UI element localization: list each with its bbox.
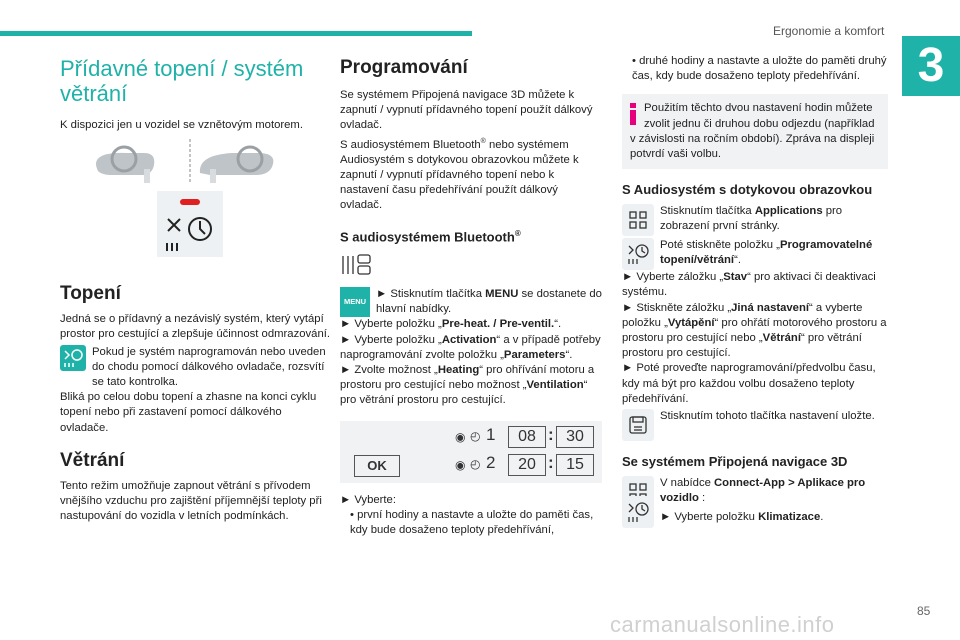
timer-1-hours[interactable]: 08 [508,426,546,448]
step-status-tab: ► Vyberte záložku „Stav“ pro aktivaci či deaktivaci systému. [622,271,876,299]
bluetooth-settings-icon [340,252,602,283]
save-step-row [622,409,888,441]
clock-icon: ◴ [470,428,481,443]
timer-2-minutes[interactable]: 15 [556,454,594,476]
watermark: carmanualsonline.info [610,612,835,637]
heating-text-1: Jedná se o přídavný a nezávislý systém, který vytápí prostor pro cestující a zlepšuje účinnost odmrazování. [60,313,331,341]
step-climate: ► Vyberte položku Klimatizace. [660,511,824,524]
step-applications: Stisknutím tlačítka Applications pro zobrazení první stránky. [660,205,843,233]
programming-text-1: Se systémem Připojená navigace 3D můžete k zapnutí / vypnutí přídavného topení použít dálkový ovladač. [340,89,593,132]
applications-step-row [622,204,888,236]
step-programmable: Poté stiskněte položku „Programovatelné topení/větrání“. [660,239,873,267]
heating-text-2: Pokud je systém naprogramován nebo uveden do chodu pomocí dálkového ovladače, rozsvítí se tato kontrolka. [92,345,326,389]
top-accent-bar [0,31,472,36]
column-1 [60,54,330,524]
heating-text-3: Bliká po celou dobu topení a zhasne na konci cyklu topení nebo při zastavení pomocí dálkového ovladače. [60,391,317,434]
heating-indicator-row [60,345,330,391]
info-icon [630,103,636,125]
control-illustration [60,139,330,269]
programming-text-2: S audiosystémem Bluetooth® nebo systémem Audiosystém s dotykovou obrazovkou můžete k zapnutí / vypnutí přídavného topení nebo k nastavení času předehřívání použít dálkový ovladač. [340,137,579,212]
step-program-time: ► Poté proveďte naprogramování/předvolbu času, kdy má být pro každou volbu dosaženo teploty předehřívání. [622,362,876,405]
bullet-first-clock: • první hodiny a nastavte a uložte do paměti čas, kdy bude dosaženo teploty předehřívání, [350,508,594,536]
heater-indicator-icon [60,345,86,371]
section-title: Ergonomie a komfort [773,24,885,38]
page-title: Přídavné topení / systém větrání [60,56,304,106]
step-connect-app: V nabídce Connect-App > Aplikace pro vozidlo : [660,477,866,505]
programmable-heater-icon [622,496,654,528]
bullet-second-clock: • druhé hodiny a nastavte a uložte do paměti druhý čas, kdy bude dosaženo teploty předehřívání. [632,55,887,83]
ventilation-heading: Větrání [60,449,125,471]
programming-heading: Programování [340,57,468,78]
menu-button-icon: MENU [340,287,370,317]
timer-2-colon: : [548,452,554,472]
save-icon [622,409,654,441]
step-save: Stisknutím tohoto tlačítka nastavení uložte. [660,410,875,423]
timer-display [340,421,602,483]
heating-heading: Topení [60,283,121,305]
timer-1-colon: : [548,424,554,444]
touchscreen-heading: S Audiosystém s dotykovou obrazovkou [622,182,873,198]
info-box [622,94,888,169]
ventilation-text: Tento režim umožňuje zapnout větrání s přívodem vnějšího vzduchu pro zajištění příjemnější teploty při nastupování do vozidla v letních podmínkách. [60,479,322,523]
step-menu: ► Stisknutím tlačítka MENU se dostanete do hlavní nabídky. [376,287,602,316]
navigation-heading: Se systémem Připojená navigace 3D [622,454,848,470]
step-activation: ► Vyberte položku „Activation“ a v případě potřeby naprogramování zvolte položku „Parameters“. [340,333,601,361]
timer-1-minutes[interactable]: 30 [556,426,594,448]
choose-text: ► Vyberte: [340,493,396,506]
connect-app-step-row [622,476,888,508]
chapter-badge: 3 [902,36,960,96]
clock-icon: ◴ [470,456,481,471]
timer-2-number: 2 [486,452,496,472]
programmable-step-row [622,238,888,270]
step-other-settings: ► Stiskněte záložku „Jiná nastavení“ a vyberte položku „Vytápění“ pro ohřátí motorového prostoru a prostoru pro cestující nebo „Větrání“ pro větrání prostoru pro cestující. [622,301,887,360]
column-3 [622,54,888,528]
step-preheat: ► Vyberte položku „Pre-heat. / Pre-ventil.“. [340,318,562,331]
timer-2-hours[interactable]: 20 [508,454,546,476]
info-text: Použitím těchto dvou nastavení hodin můžete zvolit jednu či druhou dobu odjezdu (například v závislosti na ročním období). Zpráva na displeji potvrdí vaši volbu. [630,102,875,161]
step-heating: ► Zvolte možnost „Heating“ pro ohřívání motoru a prostoru pro cestující nebo možnost „Ventilation“ pro větrání prostoru pro cestující. [340,363,595,407]
intro-text: K dispozici jen u vozidel se vznětovým motorem. [60,119,303,131]
ok-button[interactable]: OK [354,455,400,477]
column-2 [340,54,602,538]
programmable-heater-icon [622,238,654,270]
steering-wheel-illustration [60,139,330,269]
bluetooth-heading: S audiosystémem Bluetooth® [340,229,521,245]
applications-icon [622,204,654,236]
menu-step-row [340,287,602,317]
radio-icon: ◉ [455,429,466,444]
timer-1-number: 1 [486,424,496,444]
radio-icon: ◉ [455,457,466,472]
page-number: 85 [917,604,931,618]
